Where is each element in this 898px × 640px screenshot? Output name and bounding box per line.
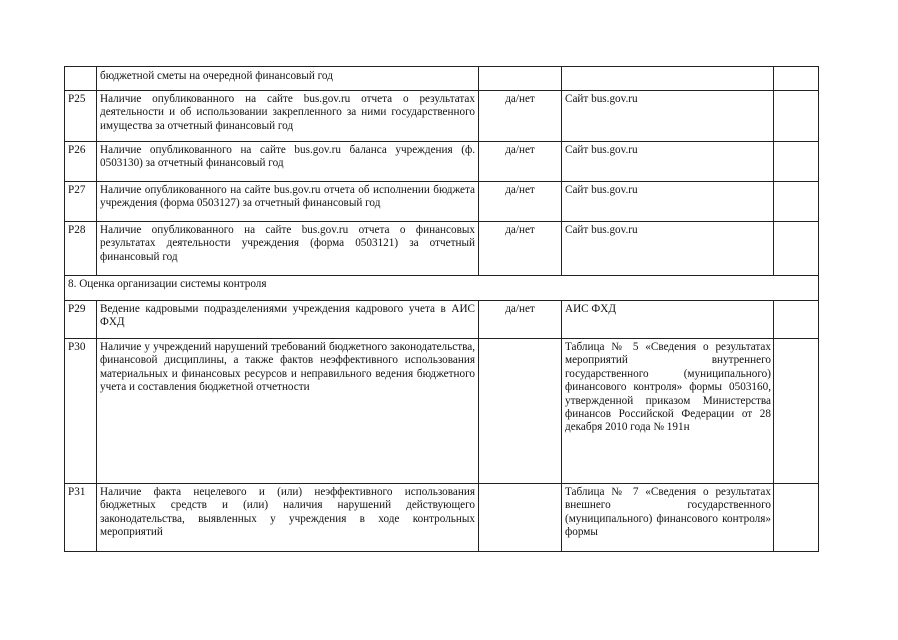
table-row — [65, 484, 819, 552]
indicator-value-type: да/нет — [479, 91, 562, 142]
indicator-value-type: да/нет — [479, 301, 562, 339]
table-row — [65, 91, 819, 142]
indicator-extra-cell — [774, 182, 819, 222]
indicator-code: P26 — [65, 142, 97, 182]
indicator-source: АИС ФХД — [562, 301, 774, 339]
indicator-table — [64, 66, 819, 552]
indicator-source — [562, 67, 774, 91]
indicator-name: Наличие у учреждений нарушений требований бюджетного законодательства, финансовой дисциплины, а также фактов неэффективного использования материальных и финансовых ресурсов и неправильного ведения бюджетного учета и составления бюджетной отчетности — [97, 339, 479, 484]
indicator-code: P31 — [65, 484, 97, 552]
indicator-code: P28 — [65, 222, 97, 276]
indicator-extra-cell — [774, 67, 819, 91]
indicator-name: Наличие факта нецелевого и (или) неэффективного использования бюджетных средств и (или) наличия нарушений действующего законодательства, выявленных у учреждения в ходе контрольных мероприятий — [97, 484, 479, 552]
indicator-extra-cell — [774, 222, 819, 276]
table-row — [65, 222, 819, 276]
indicator-extra-cell — [774, 142, 819, 182]
indicator-name: бюджетной сметы на очередной финансовый год — [97, 67, 479, 91]
indicator-name: Наличие опубликованного на сайте bus.gov.ru отчета о результатах деятельности и об использовании закрепленного за ними государственного имущества за отчетный финансовый год — [97, 91, 479, 142]
indicator-name: Наличие опубликованного на сайте bus.gov.ru отчета об исполнении бюджета учреждения (форма 0503127) за отчетный финансовый год — [97, 182, 479, 222]
indicator-source: Сайт bus.gov.ru — [562, 91, 774, 142]
indicator-value-type: да/нет — [479, 222, 562, 276]
table-row — [65, 142, 819, 182]
section-row — [65, 276, 819, 301]
indicator-code: P27 — [65, 182, 97, 222]
indicator-name: Наличие опубликованного на сайте bus.gov.ru отчета о финансовых результатах деятельности учреждения (форма 0503121) за отчетный финансовый год — [97, 222, 479, 276]
indicator-value-type — [479, 67, 562, 91]
indicator-name: Наличие опубликованного на сайте bus.gov.ru баланса учреждения (ф. 0503130) за отчетный финансовый год — [97, 142, 479, 182]
indicator-source: Таблица № 5 «Сведения о результатах мероприятий внутреннего государственного (муниципального) финансового контроля» формы 0503160, утвержденной приказом Министерства финансов Российской Федерации от 28 декабря 2010 года № 191н — [562, 339, 774, 484]
indicator-source: Таблица № 7 «Сведения о результатах внешнего государственного (муниципального) финансового контроля» формы — [562, 484, 774, 552]
table-row — [65, 67, 819, 91]
indicator-code — [65, 67, 97, 91]
section-heading: 8. Оценка организации системы контроля — [65, 276, 819, 301]
indicator-source: Сайт bus.gov.ru — [562, 222, 774, 276]
indicator-name: Ведение кадровыми подразделениями учреждения кадрового учета в АИС ФХД — [97, 301, 479, 339]
indicator-code: P30 — [65, 339, 97, 484]
indicator-value-type: да/нет — [479, 142, 562, 182]
indicator-extra-cell — [774, 301, 819, 339]
table-row — [65, 182, 819, 222]
indicator-code: P29 — [65, 301, 97, 339]
indicator-extra-cell — [774, 484, 819, 552]
indicator-extra-cell — [774, 339, 819, 484]
indicator-value-type: да/нет — [479, 182, 562, 222]
indicator-value-type — [479, 484, 562, 552]
indicator-source: Сайт bus.gov.ru — [562, 182, 774, 222]
indicator-source: Сайт bus.gov.ru — [562, 142, 774, 182]
indicator-value-type — [479, 339, 562, 484]
indicator-extra-cell — [774, 91, 819, 142]
table-row — [65, 301, 819, 339]
indicator-code: P25 — [65, 91, 97, 142]
table-row — [65, 339, 819, 484]
